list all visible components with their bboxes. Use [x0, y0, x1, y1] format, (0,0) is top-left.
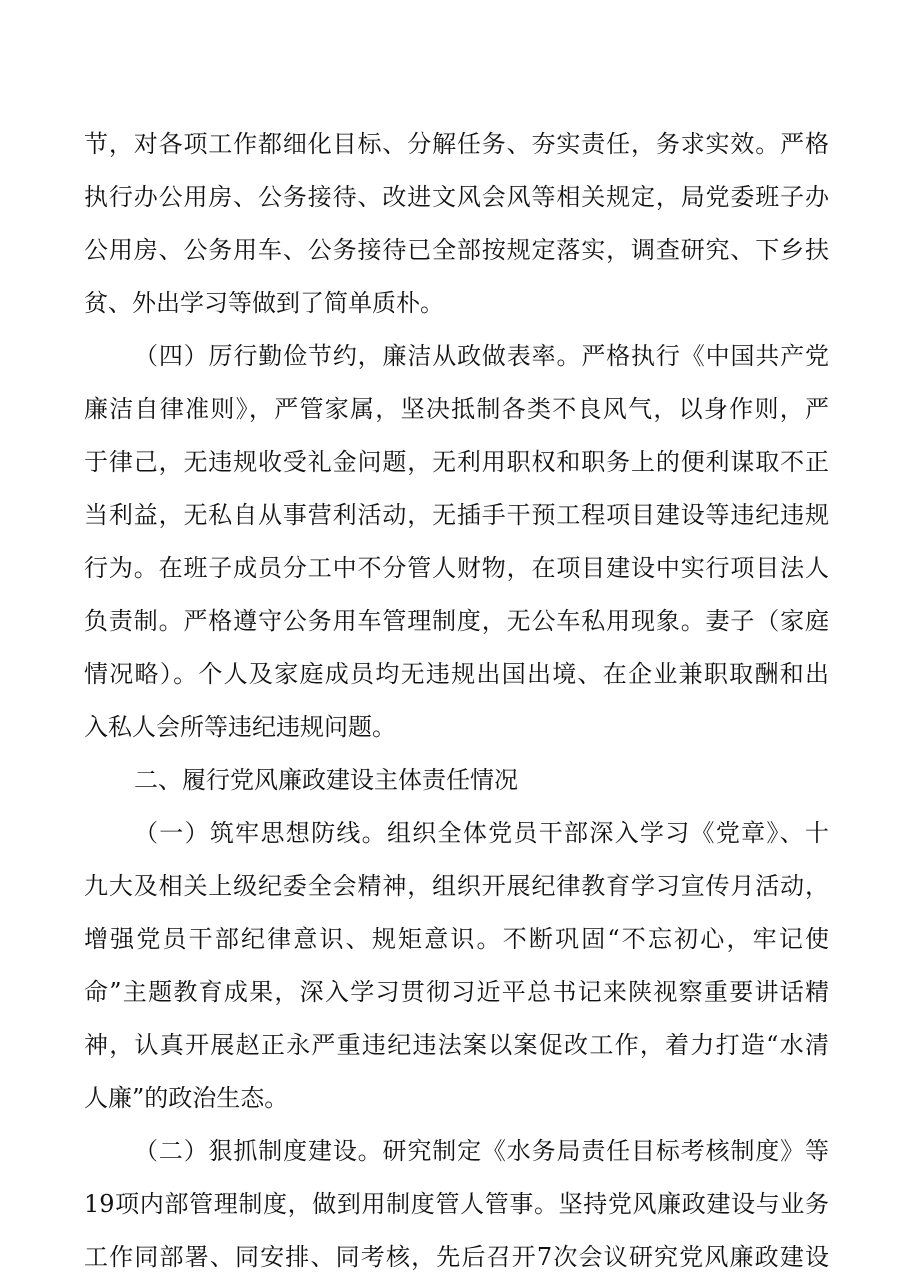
text-line: 命”主题教育成果，深入学习贯彻习近平总书记来陕视察重要讲话精 [84, 978, 829, 1006]
text-line: 工作同部署、同安排、同考核，先后召开7次会议研究党风廉政建设 [84, 1243, 829, 1271]
text-line: 执行办公用房、公务接待、改进文风会风等相关规定，局党委班子办 [84, 183, 829, 211]
section-heading: 二、履行党风廉政建设主体责任情况 [134, 766, 518, 794]
text-line: 廉洁自律准则》，严管家属，坚决抵制各类不良风气，以身作则，严 [84, 395, 829, 423]
text-line: 节，对各项工作都细化目标、分解任务、夯实责任，务求实效。严格 [84, 130, 829, 158]
text-line: 九大及相关上级纪委全会精神，组织开展纪律教育学习宣传月活动， [84, 872, 829, 900]
paragraph-heading-1: （一）筑牢思想防线。组织全体党员干部深入学习《党章》、十 [134, 819, 829, 847]
text-line: 公用房、公务用车、公务接待已全部按规定落实，调查研究、下乡扶 [84, 236, 829, 264]
text-line: 当利益，无私自从事营利活动，无插手干预工程项目建设等违纪违规 [84, 501, 829, 529]
paragraph-heading-4: （四）厉行勤俭节约，廉洁从政做表率。严格执行《中国共产党 [134, 342, 829, 370]
text-line: 人廉”的政治生态。 [84, 1084, 289, 1112]
text-line: 19项内部管理制度，做到用制度管人管事。坚持党风廉政建设与业务 [84, 1190, 829, 1218]
text-line: 情况略）。个人及家庭成员均无违规出国出境、在企业兼职取酬和出 [84, 660, 829, 688]
text-line: 行为。在班子成员分工中不分管人财物，在项目建设中实行项目法人 [84, 554, 829, 582]
text-line: 增强党员干部纪律意识、规矩意识。不断巩固“不忘初心，牢记使 [84, 925, 829, 953]
text-line: 入私人会所等违纪违规问题。 [84, 713, 396, 741]
text-line: 贫、外出学习等做到了简单质朴。 [84, 289, 444, 317]
text-line: 于律己，无违规收受礼金问题，无利用职权和职务上的便利谋取不正 [84, 448, 829, 476]
text-line: 负责制。严格遵守公务用车管理制度，无公车私用现象。妻子（家庭 [84, 607, 829, 635]
paragraph-heading-2: （二）狠抓制度建设。研究制定《水务局责任目标考核制度》等 [134, 1137, 829, 1165]
text-line: 神，认真开展赵正永严重违纪违法案以案促改工作，着力打造“水清 [84, 1031, 829, 1059]
